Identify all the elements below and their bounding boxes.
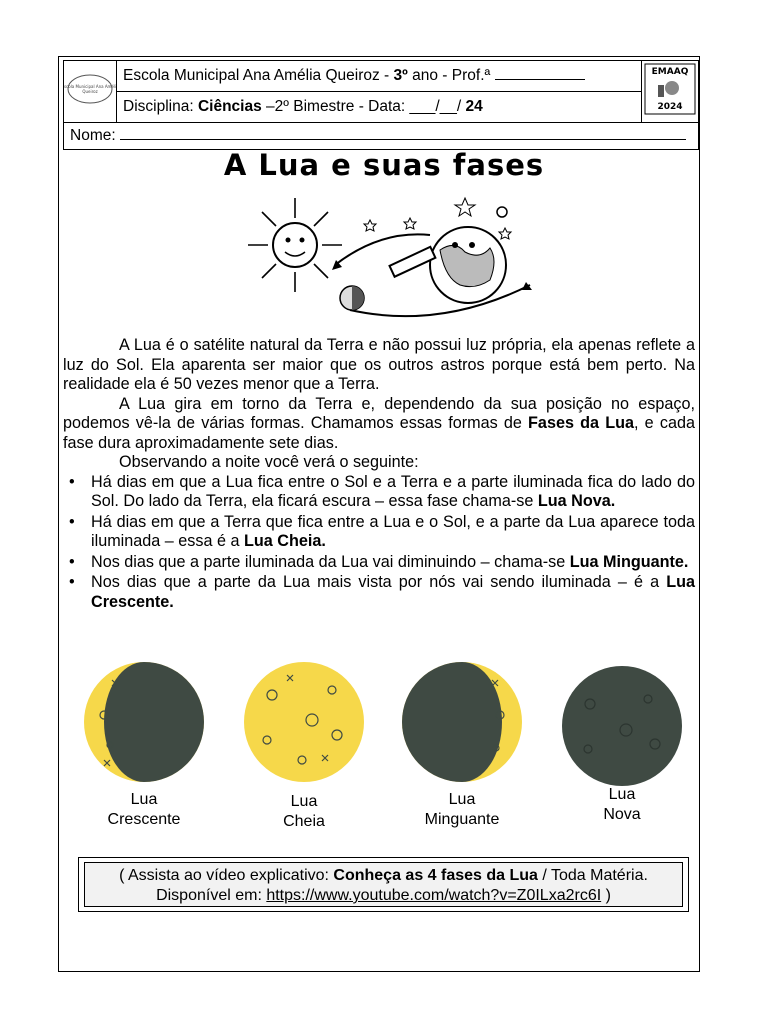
video-reference-box	[78, 857, 689, 912]
label-minguante: Lua Minguante	[424, 791, 500, 828]
label-nova: Lua Nova	[603, 786, 641, 823]
video-link[interactable]: https://www.youtube.com/watch?v=Z0ILxa2rc6I	[266, 887, 602, 904]
telescope-icon	[390, 247, 436, 277]
moon-nova-icon	[560, 664, 684, 788]
label-cheia: Lua Cheia	[283, 793, 325, 830]
list-item: • Há dias em que a Terra que fica entre a Lua e o Sol, e a parte da Lua aparece toda iluminada – essa é a Lua Cheia.	[63, 513, 695, 552]
logo-lettering: Escola Municipal Ana Amélia	[64, 84, 116, 89]
school-logo-cell	[64, 61, 117, 123]
video-reference: ( Assista ao vídeo explicativo: Conheça as 4 fases da Lua / Toda Matéria. Disponível em: https://www.youtube.com/watch?v=Z0ILxa2rc6I )	[84, 862, 683, 907]
moon-crescent-icon	[82, 660, 206, 784]
sun-icon	[248, 198, 342, 292]
paragraph-observe: Observando a noite você verá o seguinte:	[119, 453, 419, 471]
svg-text:EMAAQ: EMAAQ	[651, 67, 689, 77]
earth-icon	[430, 227, 506, 303]
small-moon-icon	[340, 286, 364, 310]
header-table	[63, 60, 699, 150]
list-item: • Nos dias que a parte da Lua mais vista por nós vai sendo iluminada – é a Lua Crescente.	[63, 573, 695, 612]
paragraph-phases: A Lua gira em torno da Terra e, dependendo da sua posição no espaço, podemos vê-la de várias formas. Chamamos essas formas de Fases da Lua, e cada fase dura aproximadamente sete dias.	[63, 394, 695, 452]
list-item: • Nos dias que a parte iluminada da Lua vai diminuindo – chama-se Lua Minguante.	[63, 553, 695, 573]
label-crescente: Lua Crescente	[107, 791, 181, 828]
svg-text:Queiroz: Queiroz	[82, 89, 98, 94]
page-title: A Lua e suas fases	[223, 148, 545, 182]
worksheet-header	[63, 60, 699, 150]
school-line: Escola Municipal Ana Amélia Queiroz - 3º ano - Prof.ª	[117, 61, 642, 92]
school-logo	[64, 61, 116, 117]
subject-line: Disciplina: Ciências –2º Bimestre - Data: ___/__/ 24	[117, 92, 642, 123]
sun-earth-moon-illustration	[240, 190, 540, 325]
badge-cell	[642, 61, 699, 123]
svg-text:2024: 2024	[657, 102, 683, 112]
name-row[interactable]: Nome:	[64, 123, 699, 150]
moon-cheia-icon	[242, 660, 366, 784]
list-item: • Há dias em que a Lua fica entre o Sol e a Terra e a parte iluminada fica do lado do Sol. Do lado da Terra, ela ficará escura – essa fase chama-se Lua Nova.	[63, 473, 695, 512]
emaaq-badge	[642, 61, 698, 117]
moon-phases-row	[60, 660, 700, 840]
moon-minguante-icon	[400, 660, 524, 784]
phase-list	[63, 473, 695, 613]
lesson-text	[63, 336, 695, 613]
paragraph-intro: A Lua é o satélite natural da Terra e não possui luz própria, ela apenas reflete a luz do Sol. Ela aparenta ser maior que os outros astros porque está bem perto. Na realidade ela é 50 vezes menor que a Terra.	[63, 336, 695, 393]
